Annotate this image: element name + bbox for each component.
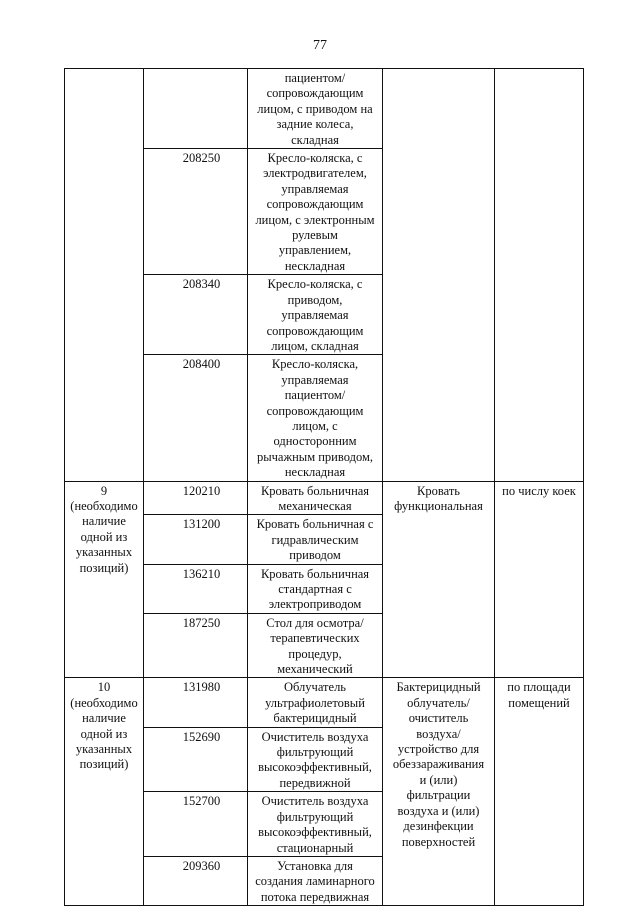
quantity-cell: по площади помещений — [495, 678, 584, 906]
name-cell: Стол для осмотра/ терапевтических процедур, механический — [248, 613, 383, 678]
code-cell: 209360 — [144, 856, 248, 905]
quantity-cell: по числу коек — [495, 481, 584, 678]
code-cell: 208400 — [144, 355, 248, 481]
group-number-cell: 9 (необходимо наличие одной из указанных позиций) — [65, 481, 144, 678]
quantity-cell — [495, 69, 584, 482]
equipment-cell: Бактерицидный облучатель/ очиститель воздуха/ устройство для обеззараживания и (или) фильтрации воздуха и (или) дезинфекции поверхностей — [383, 678, 495, 906]
name-cell: Очиститель воздуха фильтрующий высокоэффективный, передвижной — [248, 727, 383, 792]
name-cell: Очиститель воздуха фильтрующий высокоэффективный, стационарный — [248, 792, 383, 857]
code-cell: 187250 — [144, 613, 248, 678]
code-cell: 208340 — [144, 275, 248, 355]
page-number: 77 — [313, 38, 327, 53]
table-row — [65, 678, 584, 727]
code-cell: 136210 — [144, 564, 248, 613]
code-cell: 131980 — [144, 678, 248, 727]
name-cell: Кровать больничная механическая — [248, 481, 383, 515]
number-cell — [65, 69, 144, 482]
equipment-cell: Кровать функциональная — [383, 481, 495, 678]
name-cell: Кровать больничная стандартная с электроприводом — [248, 564, 383, 613]
code-cell — [144, 69, 248, 149]
name-cell: Кресло-коляска, с приводом, управляемая сопровождающим лицом, складная — [248, 275, 383, 355]
code-cell: 152700 — [144, 792, 248, 857]
name-cell: Кресло-коляска, управляемая пациентом/ сопровождающим лицом, с односторонним рычажным приводом, нескладная — [248, 355, 383, 481]
code-cell: 131200 — [144, 515, 248, 564]
name-cell: Облучатель ультрафиолетовый бактерицидный — [248, 678, 383, 727]
code-cell: 152690 — [144, 727, 248, 792]
group-number-cell: 10 (необходимо наличие одной из указанных позиций) — [65, 678, 144, 906]
name-cell: Кровать больничная с гидравлическим приводом — [248, 515, 383, 564]
name-cell: Установка для создания ламинарного потока передвижная — [248, 856, 383, 905]
name-cell: пациентом/ сопровождающим лицом, с приводом на задние колеса, складная — [248, 69, 383, 149]
equipment-table — [64, 68, 584, 906]
code-cell: 120210 — [144, 481, 248, 515]
code-cell: 208250 — [144, 149, 248, 275]
table-row — [65, 69, 584, 149]
name-cell: Кресло-коляска, с электродвигателем, управляемая сопровождающим лицом, с электронным рулевым управлением, нескладная — [248, 149, 383, 275]
table-row — [65, 481, 584, 515]
equipment-cell — [383, 69, 495, 482]
